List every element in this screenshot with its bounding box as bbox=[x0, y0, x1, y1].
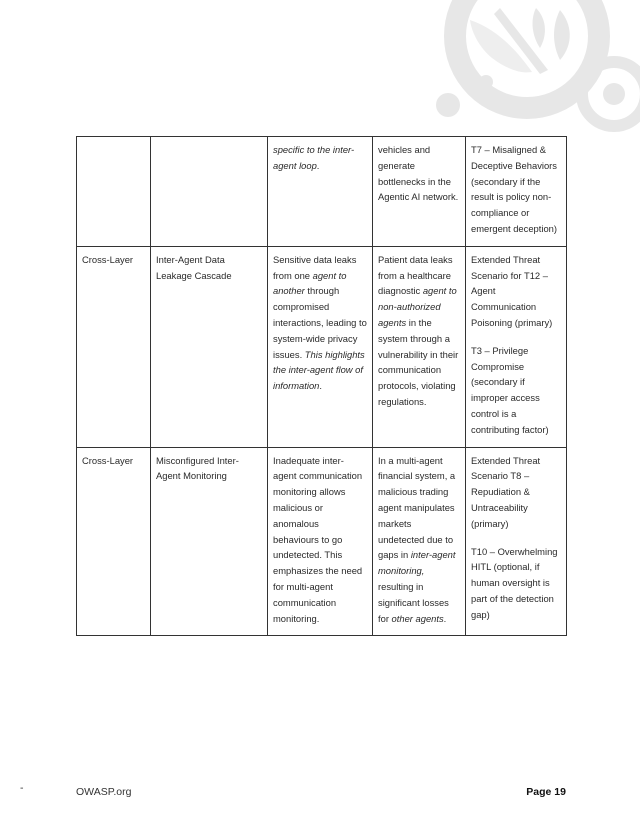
table-cell bbox=[268, 447, 373, 636]
cell-paragraph bbox=[82, 453, 145, 469]
cell-paragraph bbox=[471, 453, 561, 532]
footer-dash: - bbox=[20, 782, 24, 794]
cell-text: Sensitive data leaks from one bbox=[273, 253, 357, 281]
footer-site-label: OWASP.org bbox=[76, 786, 132, 798]
table-cell bbox=[268, 246, 373, 447]
cell-text: Inter-Agent Data Leakage Cascade bbox=[156, 253, 232, 281]
cell-text: Extended Threat Scenario for T12 – Agent Communication Poisoning (primary) bbox=[471, 253, 553, 328]
cell-paragraph bbox=[471, 544, 561, 623]
table-cell bbox=[77, 246, 151, 447]
cell-text: Patient data leaks from a healthcare diagnostic bbox=[378, 253, 453, 297]
table-cell bbox=[268, 137, 373, 247]
cell-paragraph bbox=[471, 142, 561, 237]
cell-text: . bbox=[443, 612, 447, 624]
cell-paragraph bbox=[378, 453, 460, 627]
emphasis-text: agent to another bbox=[273, 269, 347, 297]
emphasis-text: other agents bbox=[391, 612, 444, 624]
cell-paragraph bbox=[378, 142, 460, 205]
cell-paragraph bbox=[82, 252, 145, 268]
cell-text: Misconfigured Inter-Agent Monitoring bbox=[156, 454, 239, 482]
cell-text: Cross-Layer bbox=[82, 454, 134, 466]
cell-paragraph bbox=[471, 252, 561, 331]
emphasis-text: specific to the inter-agent loop bbox=[273, 144, 355, 171]
table-row bbox=[77, 137, 567, 247]
table-cell bbox=[466, 246, 567, 447]
cell-paragraph bbox=[471, 343, 561, 438]
table-cell bbox=[373, 246, 466, 447]
cell-text: T3 – Privilege Compromise (secondary if improper access control is a contributing factor) bbox=[471, 344, 549, 435]
cell-text: . bbox=[319, 380, 322, 392]
table-cell bbox=[466, 137, 567, 247]
emphasis-text: inter-agent monitoring, bbox=[378, 549, 456, 577]
cell-paragraph bbox=[378, 252, 460, 410]
cell-text: through compromised interactions, leading to system-wide privacy issues. bbox=[273, 285, 367, 360]
cell-paragraph bbox=[273, 252, 367, 394]
threat-table bbox=[76, 136, 567, 636]
cell-text: In a multi-agent financial system, a malicious trading agent manipulates markets undetected due to gaps in bbox=[378, 454, 456, 561]
cell-text: in the system through a vulnerability in their communication protocols, violating regulations. bbox=[378, 316, 459, 407]
cell-paragraph bbox=[273, 142, 367, 174]
table-cell bbox=[77, 137, 151, 247]
owasp-wasp-logo-icon bbox=[0, 0, 640, 140]
table-cell bbox=[373, 137, 466, 247]
table-cell bbox=[466, 447, 567, 636]
emphasis-text: agent to non-authorized agents bbox=[378, 285, 457, 328]
table-cell bbox=[151, 246, 268, 447]
cell-text: Inadequate inter-agent communication monitoring allows malicious or anomalous behaviours to go undetected. This emphasizes the need for multi-agent communication monitoring. bbox=[273, 454, 363, 624]
cell-text: vehicles and generate bottlenecks in the Agentic AI network. bbox=[378, 144, 459, 203]
table-cell bbox=[373, 447, 466, 636]
cell-paragraph bbox=[273, 453, 367, 627]
table-cell bbox=[151, 447, 268, 636]
table-row bbox=[77, 447, 567, 636]
cell-text: T7 – Misaligned & Deceptive Behaviors (secondary if the result is policy non-compliance or emergent deception) bbox=[471, 144, 557, 234]
cell-paragraph bbox=[156, 252, 262, 284]
table-cell bbox=[151, 137, 268, 247]
cell-paragraph bbox=[156, 453, 262, 485]
emphasis-text: This highlights the inter-agent flow of information bbox=[273, 348, 365, 392]
table-row bbox=[77, 246, 567, 447]
cell-text: resulting in significant losses for bbox=[378, 580, 449, 624]
table-cell bbox=[77, 447, 151, 636]
cell-text: . bbox=[316, 159, 320, 171]
page-number: Page 19 bbox=[526, 786, 566, 798]
cell-text: T10 – Overwhelming HITL (optional, if human oversight is part of the detection gap) bbox=[471, 545, 558, 620]
cell-text: Extended Threat Scenario T8 – Repudiation & Untraceability (primary) bbox=[471, 454, 541, 529]
cell-text: Cross-Layer bbox=[82, 253, 134, 265]
